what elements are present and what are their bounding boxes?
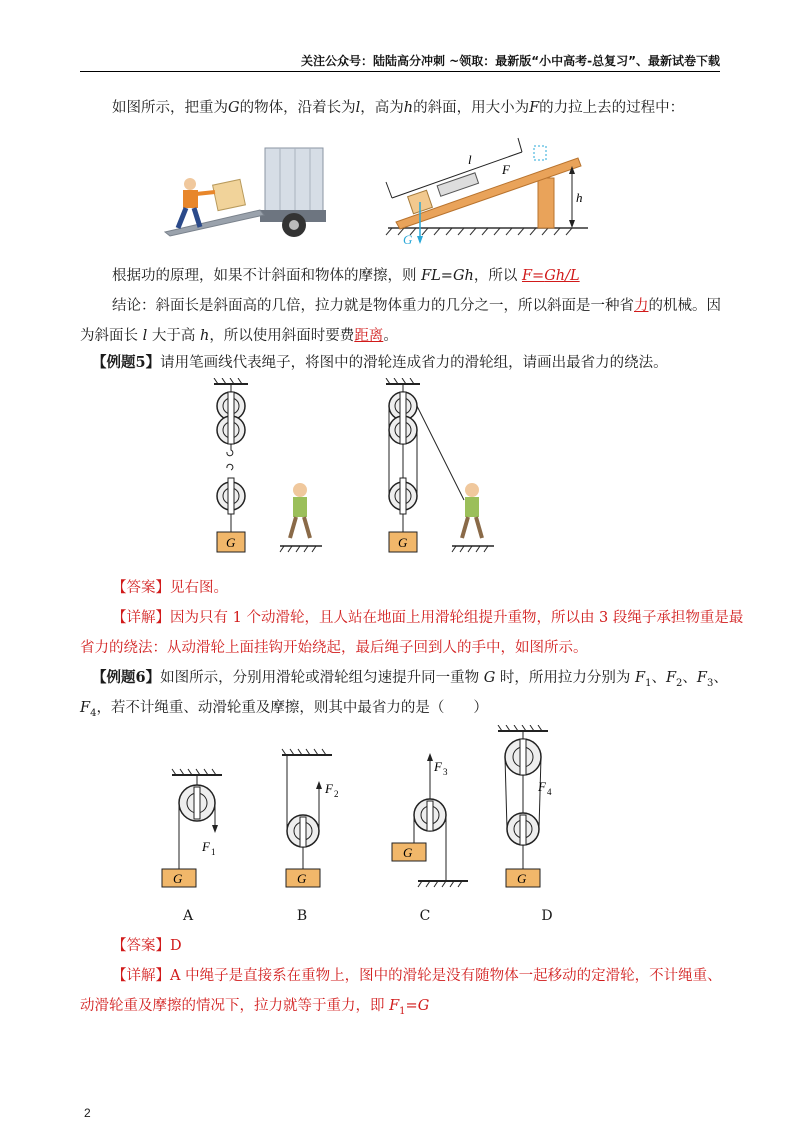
intro-paragraph (112, 98, 684, 118)
answer-text: 见右图。 (170, 580, 228, 596)
pulley-option-d (498, 725, 552, 887)
force-sub: 3 (443, 767, 448, 777)
detail-var: F (389, 998, 400, 1014)
principle-answer: Gh/L (544, 268, 580, 284)
weight-label: G (173, 871, 183, 886)
spring-scale-icon (437, 173, 478, 196)
ex6-question-line-1 (92, 668, 728, 694)
ex6-figure (150, 725, 570, 890)
answer-tag: 【答案】 (112, 938, 170, 954)
force-sub: 4 (547, 787, 552, 797)
ex6-sep: 、 (651, 670, 666, 686)
ex6-var: F (665, 670, 677, 686)
principle-text: ，所以 (473, 268, 522, 284)
page-header: 关注公众号：陆陆高分冲刺 ~领取：最新版“小中高考-总复习”、最新试卷下载 (301, 54, 720, 68)
force-sub: 1 (211, 847, 216, 857)
label-h: h (576, 190, 583, 205)
truck-scene (165, 148, 326, 237)
detail-text: = (405, 998, 418, 1014)
ex6-sub: 1 (645, 677, 652, 689)
ex6-sep: 、 (713, 670, 728, 686)
conclusion-text: 大于高 (147, 328, 200, 344)
ex6-sub: 4 (90, 707, 97, 719)
conclusion-var: h (199, 328, 210, 344)
answer-text: D (170, 938, 182, 954)
principle-answer: F= (521, 268, 545, 284)
conclusion-answer: 距离 (354, 328, 384, 344)
caption-b: B (296, 908, 308, 924)
ex6-var: F (696, 670, 707, 686)
conclusion-answer: 力 (634, 298, 649, 314)
pulley-option-b (282, 749, 339, 887)
conclusion-line-2 (80, 326, 398, 346)
ex5-question (92, 353, 668, 373)
detail-tag: 【详解】 (112, 610, 170, 626)
ex6-text: 时，所用拉力分别为 (495, 670, 636, 686)
ex5-text: 请用笔画线代表绳子，将图中的滑轮连成省力的滑轮组，请画出最省力的绕法。 (160, 355, 668, 371)
conclusion-var: l (142, 328, 148, 344)
intro-var-h: h (403, 100, 414, 116)
ex6-text: ，若不计绳重、动滑轮重及摩擦，则其中最省力的是（ ） (96, 700, 488, 716)
principle-text: 根据功的原理，如果不计斜面和物体的摩擦，则 (112, 268, 422, 284)
ex6-tag: 【例题6】 (92, 669, 161, 686)
caption-a: A (182, 908, 194, 924)
detail-text: 因为只有 1 个动滑轮，且人站在地面上用滑轮组提升重物，所以由 3 段绳子承担物重是最 (170, 610, 744, 626)
ex6-answer (112, 936, 182, 956)
ex6-detail-line-2 (80, 996, 429, 1022)
ex5-detail-line-2: 省力的绕法：从动滑轮上面挂钩开始绕起，最后绳子回到人的手中，如图所示。 (80, 640, 588, 656)
box-icon (213, 179, 246, 210)
caption-c: C (419, 908, 431, 924)
weight-label: G (517, 871, 527, 886)
ex6-var: F (80, 700, 91, 716)
principle-line (112, 266, 580, 286)
label-g: G (403, 232, 413, 247)
conclusion-line-1 (112, 296, 721, 316)
label-l: l (468, 152, 472, 167)
weight-label: G (226, 535, 236, 550)
header-divider (80, 71, 720, 72)
ex5-answer (112, 578, 228, 598)
ex6-text: 如图所示，分别用滑轮或滑轮组匀速提升同一重物 (160, 670, 484, 686)
person-icon (293, 483, 307, 497)
intro-var-l: l (355, 100, 361, 116)
detail-tag: 【详解】 (112, 968, 170, 984)
conclusion-text: 的机械。因 (648, 298, 721, 314)
detail-text: A 中绳子是直接系在重物上，图中的滑轮是没有随物体一起移动的定滑轮，不计绳重、 (170, 968, 722, 984)
force-label: F (202, 839, 210, 854)
ex6-var: G (483, 670, 496, 686)
intro-text: 的物体，沿着长为 (239, 100, 356, 116)
intro-var-f: F (529, 100, 540, 116)
conclusion-text: 为斜面长 (80, 328, 143, 344)
ex6-sub: 3 (706, 677, 714, 689)
worker-icon (184, 178, 196, 190)
conclusion-text: 。 (383, 328, 398, 344)
ex6-var: F (635, 670, 646, 686)
label-f: F (502, 162, 510, 177)
weight-label: G (403, 845, 413, 860)
force-label: F (325, 781, 333, 796)
ex6-sep: 、 (682, 670, 697, 686)
conclusion-text: ，所以使用斜面时要费 (209, 328, 355, 344)
force-sub: 2 (334, 789, 339, 799)
conclusion-text: 结论：斜面长是斜面高的几倍，拉力就是物体重力的几分之一，所以斜面是一种省 (112, 298, 634, 314)
detail-var: G (417, 998, 430, 1014)
intro-text: 的力拉上去的过程中： (539, 100, 685, 116)
answer-tag: 【答案】 (112, 580, 170, 596)
force-label: F (538, 779, 546, 794)
detail-text: 动滑轮重及摩擦的情况下，拉力就等于重力，即 (80, 998, 390, 1014)
ex5-detail-line-1 (112, 608, 743, 628)
ex5-left-pulleys (214, 378, 322, 552)
weight-label: G (398, 535, 408, 550)
pulley-option-c (392, 753, 468, 887)
intro-text: ，高为 (360, 100, 404, 116)
caption-d: D (541, 908, 553, 924)
intro-text: 如图所示，把重为 (112, 100, 228, 116)
ex5-tag: 【例题5】 (92, 354, 161, 371)
ex6-question-line-2 (80, 698, 488, 724)
ex6-sub: 2 (676, 677, 683, 689)
detail-sub: 1 (399, 1005, 406, 1017)
pulley-option-a (162, 769, 222, 887)
principle-eq: FL=Gh (421, 268, 474, 284)
intro-var-g: G (228, 100, 240, 116)
page-number: 2 (84, 1106, 91, 1120)
incline-diagram (386, 138, 588, 247)
ex6-detail-line-1 (112, 966, 722, 986)
weight-label: G (297, 871, 307, 886)
incline-figure (160, 130, 600, 250)
force-label: F (434, 759, 442, 774)
ex5-figure (200, 378, 520, 558)
intro-text: 的斜面，用大小为 (413, 100, 530, 116)
ex5-right-pulleys (386, 378, 494, 552)
